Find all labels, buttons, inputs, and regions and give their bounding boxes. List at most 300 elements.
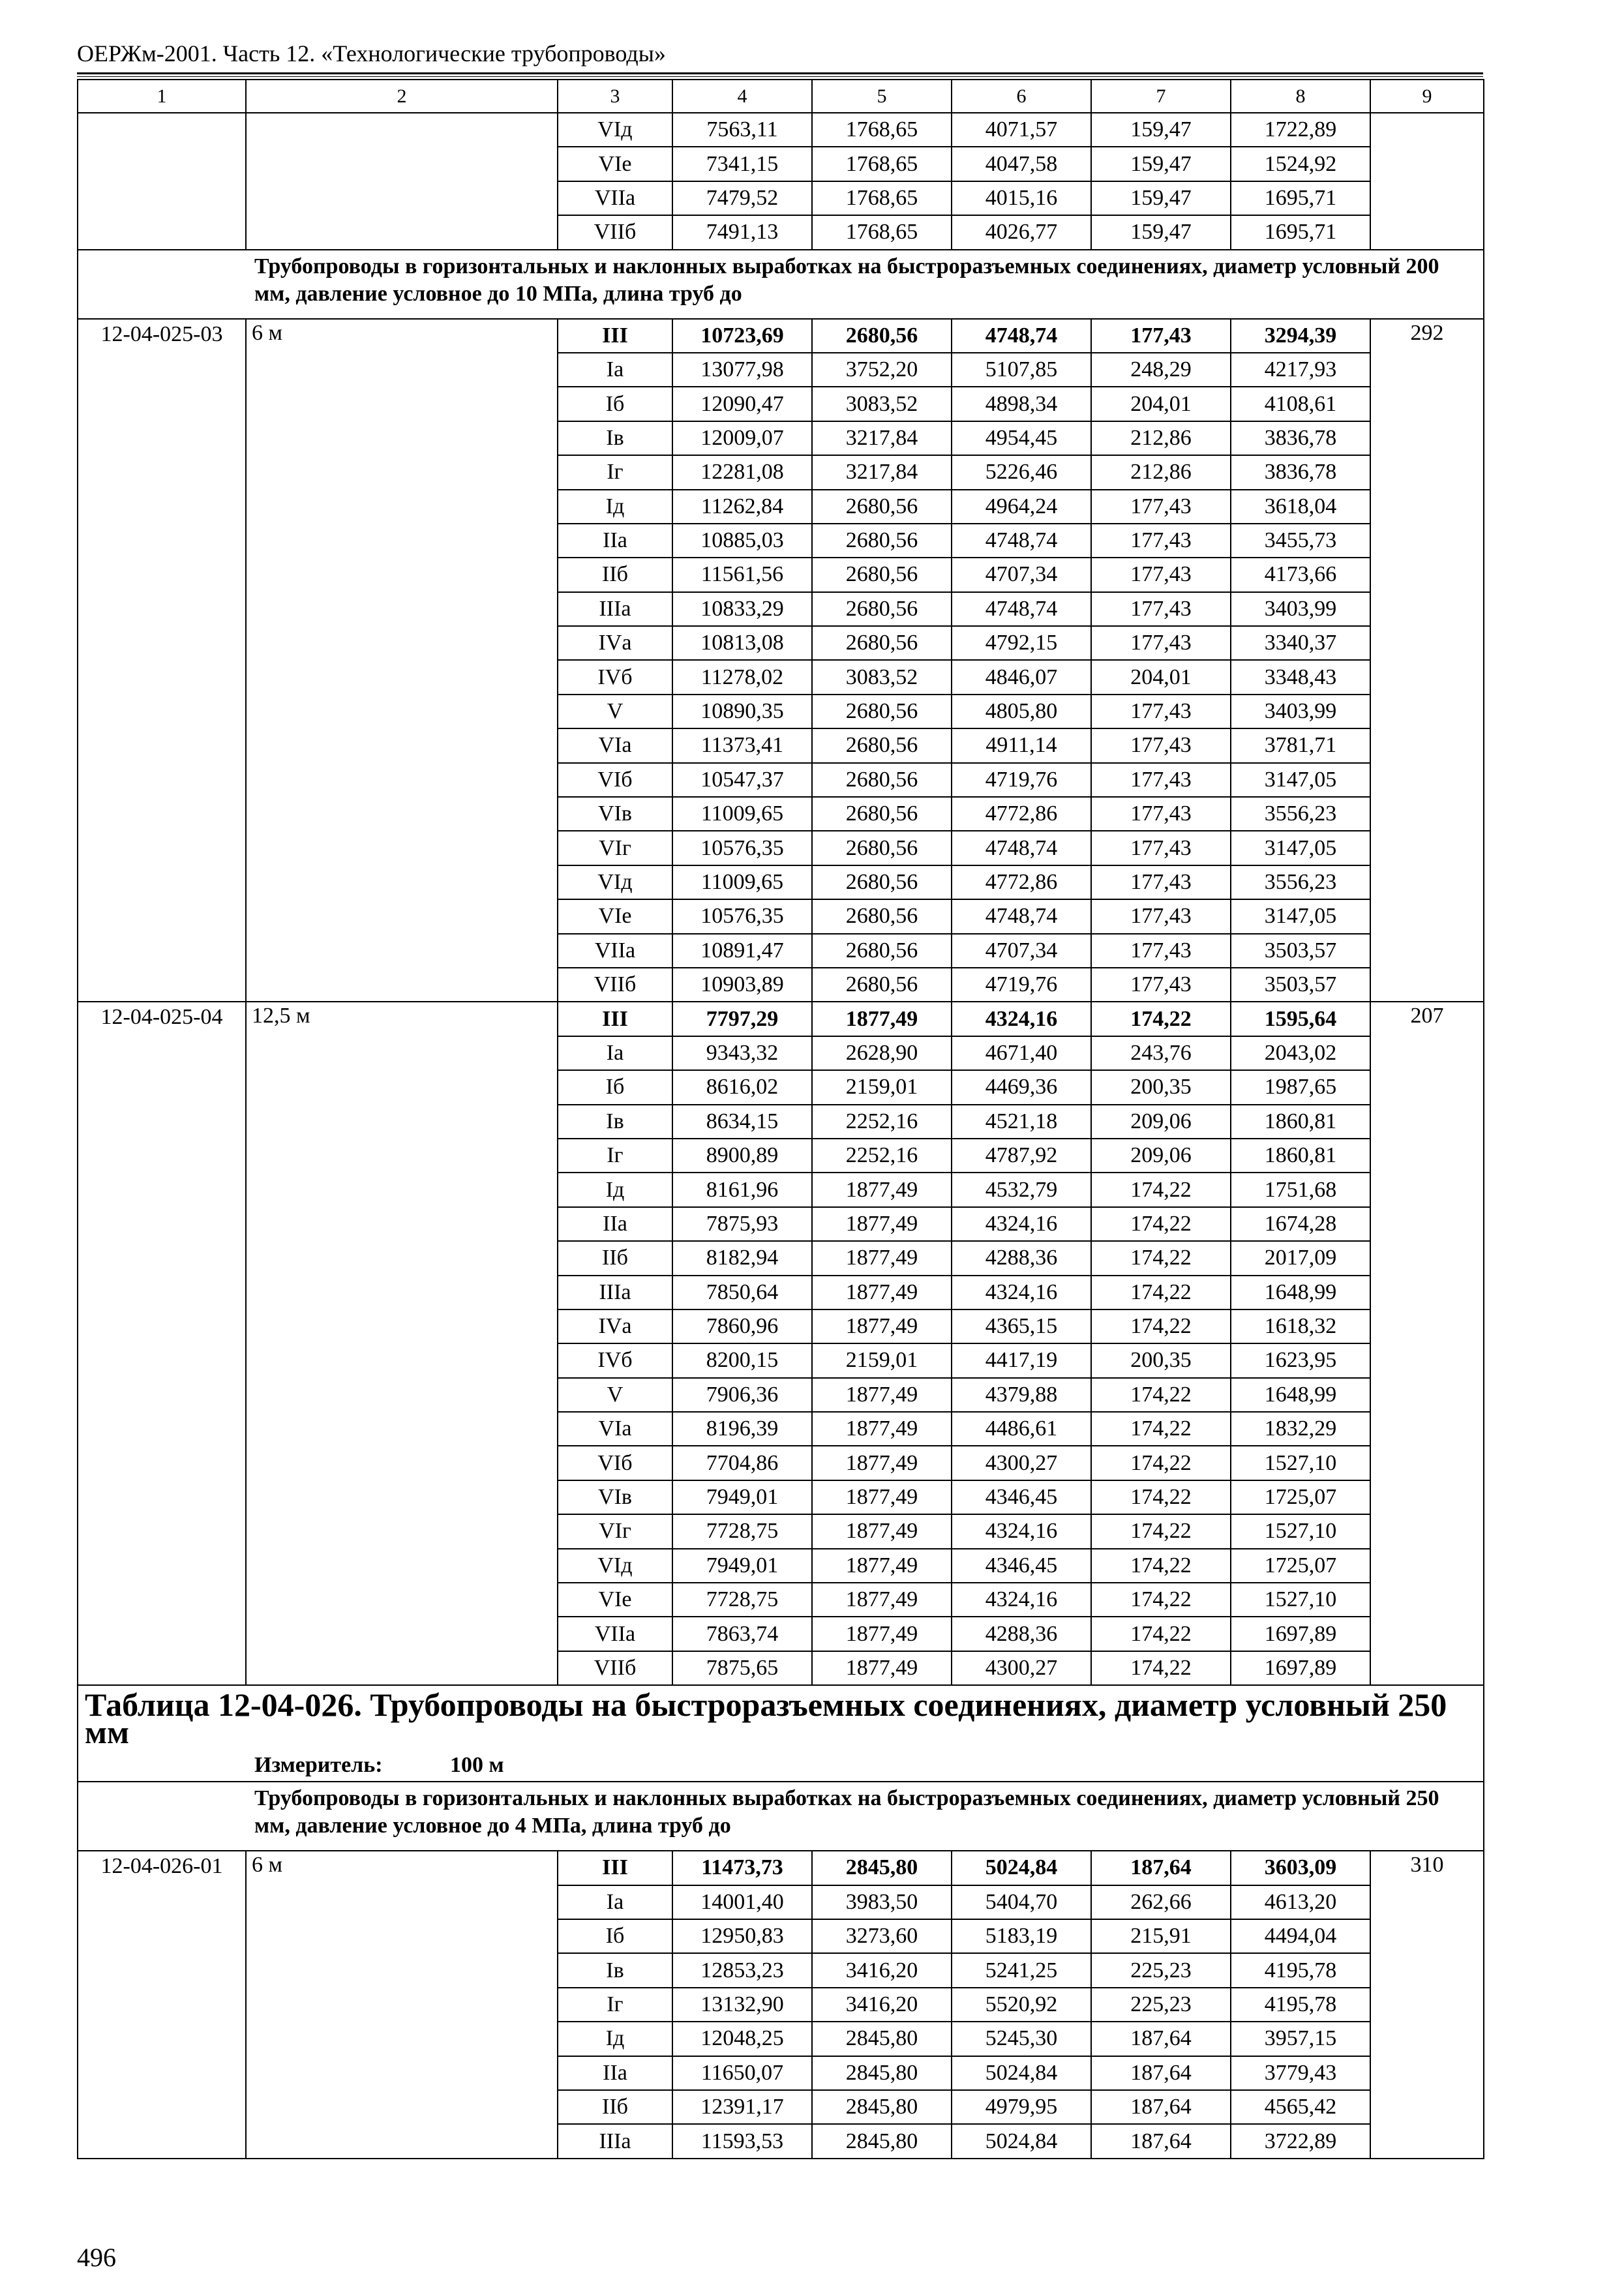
category-cell: VIIб — [558, 968, 672, 1002]
category-cell: VIг — [558, 831, 672, 865]
category-cell: Iв — [558, 1953, 672, 1987]
category-cell: VIб — [558, 763, 672, 797]
category-cell: VIа — [558, 1412, 672, 1446]
rate-code: 12-04-025-04 — [78, 1002, 246, 1685]
category-cell: VIд — [558, 113, 672, 147]
category-cell: IIб — [558, 1241, 672, 1275]
value-col7: 187,64 — [1091, 2124, 1231, 2158]
category-cell: IVа — [558, 626, 672, 660]
column-number: 1 — [78, 80, 246, 113]
value-col4: 10890,35 — [672, 695, 812, 728]
value-col7: 177,43 — [1091, 524, 1231, 558]
category-cell: Iд — [558, 1173, 672, 1206]
category-cell: IIа — [558, 524, 672, 558]
value-col6: 4532,79 — [952, 1173, 1091, 1206]
value-col5: 2680,56 — [812, 899, 952, 933]
value-col7: 177,43 — [1091, 319, 1231, 353]
value-col7: 177,43 — [1091, 592, 1231, 626]
value-col8: 1623,95 — [1231, 1343, 1370, 1377]
value-col6: 4015,16 — [952, 181, 1091, 215]
category-cell: Iг — [558, 1988, 672, 2022]
value-col4: 8196,39 — [672, 1412, 812, 1446]
value-col5: 1877,49 — [812, 1617, 952, 1651]
column-number: 8 — [1231, 80, 1370, 113]
value-col6: 4748,74 — [952, 831, 1091, 865]
category-cell: VIд — [558, 1549, 672, 1583]
column-number: 9 — [1370, 80, 1484, 113]
value-col8: 4173,66 — [1231, 558, 1370, 591]
column-number-row — [78, 80, 1484, 113]
value-col7: 159,47 — [1091, 181, 1231, 215]
category-cell: Iв — [558, 421, 672, 455]
value-col8: 3781,71 — [1231, 728, 1370, 762]
value-col4: 11009,65 — [672, 797, 812, 831]
value-col5: 2680,56 — [812, 934, 952, 968]
value-col4: 11473,73 — [672, 1851, 812, 1885]
value-col4: 14001,40 — [672, 1885, 812, 1919]
value-col6: 4417,19 — [952, 1343, 1091, 1377]
value-col5: 2159,01 — [812, 1070, 952, 1104]
value-col6: 4772,86 — [952, 865, 1091, 899]
value-col8: 1751,68 — [1231, 1173, 1370, 1206]
value-col5: 2845,80 — [812, 2056, 952, 2090]
col9-value: 310 — [1370, 1851, 1484, 2159]
value-col6: 4346,45 — [952, 1549, 1091, 1583]
value-col4: 8900,89 — [672, 1139, 812, 1173]
value-col6: 4486,61 — [952, 1412, 1091, 1446]
value-col7: 200,35 — [1091, 1343, 1231, 1377]
value-col7: 187,64 — [1091, 1851, 1231, 1885]
value-col4: 12090,47 — [672, 387, 812, 421]
category-cell: VIб — [558, 1446, 672, 1480]
value-col8: 1527,10 — [1231, 1583, 1370, 1617]
value-col5: 2680,56 — [812, 763, 952, 797]
value-col8: 3294,39 — [1231, 319, 1370, 353]
value-col8: 3403,99 — [1231, 592, 1370, 626]
value-col8: 3455,73 — [1231, 524, 1370, 558]
value-col8: 4565,42 — [1231, 2090, 1370, 2124]
value-col7: 177,43 — [1091, 797, 1231, 831]
category-cell: III — [558, 319, 672, 353]
value-col5: 3752,20 — [812, 353, 952, 387]
category-cell: VIе — [558, 147, 672, 181]
value-col7: 159,47 — [1091, 147, 1231, 181]
header-rule — [77, 72, 1483, 74]
value-col5: 3273,60 — [812, 1919, 952, 1953]
value-col5: 2680,56 — [812, 524, 952, 558]
value-col6: 4288,36 — [952, 1617, 1091, 1651]
value-col6: 5226,46 — [952, 455, 1091, 489]
value-col4: 10833,29 — [672, 592, 812, 626]
column-number: 5 — [812, 80, 952, 113]
value-col8: 4195,78 — [1231, 1988, 1370, 2022]
value-col8: 3779,43 — [1231, 2056, 1370, 2090]
value-col6: 4748,74 — [952, 524, 1091, 558]
value-col7: 225,23 — [1091, 1988, 1231, 2022]
value-col7: 174,22 — [1091, 1276, 1231, 1309]
value-col7: 177,43 — [1091, 934, 1231, 968]
value-col5: 1877,49 — [812, 1276, 952, 1309]
value-col5: 1877,49 — [812, 1002, 952, 1036]
value-col7: 177,43 — [1091, 728, 1231, 762]
value-col6: 4772,86 — [952, 797, 1091, 831]
table-title-row — [78, 1685, 1484, 1782]
value-col6: 4346,45 — [952, 1480, 1091, 1514]
value-col7: 174,22 — [1091, 1514, 1231, 1548]
value-col6: 4964,24 — [952, 490, 1091, 524]
value-col8: 3503,57 — [1231, 968, 1370, 1002]
rates-table — [77, 79, 1484, 2159]
category-cell: VIIб — [558, 1651, 672, 1685]
category-cell: VIIа — [558, 934, 672, 968]
value-col8: 1722,89 — [1231, 113, 1370, 147]
category-cell: Iа — [558, 1885, 672, 1919]
value-col6: 4898,34 — [952, 387, 1091, 421]
value-col7: 177,43 — [1091, 763, 1231, 797]
value-col4: 7949,01 — [672, 1480, 812, 1514]
value-col8: 1648,99 — [1231, 1276, 1370, 1309]
value-col6: 4365,15 — [952, 1309, 1091, 1343]
section-heading: Трубопроводы в горизонтальных и наклонных выработках на быстроразъемных соединениях, диаметр условный 200 мм, давление условное до 10 МПа, длина труб до — [78, 250, 1484, 319]
page-number: 496 — [77, 2243, 116, 2272]
value-col4: 12048,25 — [672, 2022, 812, 2056]
value-col4: 10891,47 — [672, 934, 812, 968]
value-col6: 4707,34 — [952, 558, 1091, 591]
value-col5: 1877,49 — [812, 1583, 952, 1617]
value-col4: 7906,36 — [672, 1378, 812, 1412]
category-cell: IVб — [558, 1343, 672, 1377]
value-col4: 7704,86 — [672, 1446, 812, 1480]
value-col8: 1697,89 — [1231, 1617, 1370, 1651]
value-col6: 4324,16 — [952, 1276, 1091, 1309]
value-col6: 4787,92 — [952, 1139, 1091, 1173]
value-col5: 2845,80 — [812, 1851, 952, 1885]
category-cell: V — [558, 695, 672, 728]
value-col7: 177,43 — [1091, 831, 1231, 865]
value-col8: 3147,05 — [1231, 763, 1370, 797]
rate-code: 12-04-026-01 — [78, 1851, 246, 2159]
table-title-cell — [78, 1685, 1484, 1782]
value-col5: 3083,52 — [812, 387, 952, 421]
column-number: 2 — [246, 80, 558, 113]
value-col8: 1832,29 — [1231, 1412, 1370, 1446]
value-col6: 4379,88 — [952, 1378, 1091, 1412]
value-col6: 4792,15 — [952, 626, 1091, 660]
value-col7: 209,06 — [1091, 1105, 1231, 1139]
value-col6: 4979,95 — [952, 2090, 1091, 2124]
value-col4: 7491,13 — [672, 215, 812, 249]
value-col4: 10547,37 — [672, 763, 812, 797]
category-cell: VIIб — [558, 215, 672, 249]
category-cell: IIIа — [558, 1276, 672, 1309]
category-cell: Iб — [558, 387, 672, 421]
value-col7: 177,43 — [1091, 968, 1231, 1002]
value-col4: 8634,15 — [672, 1105, 812, 1139]
pipe-length: 6 м — [246, 1851, 558, 2159]
value-col7: 262,66 — [1091, 1885, 1231, 1919]
value-col7: 174,22 — [1091, 1583, 1231, 1617]
value-col4: 13132,90 — [672, 1988, 812, 2022]
value-col5: 1877,49 — [812, 1549, 952, 1583]
value-col7: 174,22 — [1091, 1446, 1231, 1480]
value-col8: 3722,89 — [1231, 2124, 1370, 2158]
value-col4: 10723,69 — [672, 319, 812, 353]
value-col6: 5024,84 — [952, 1851, 1091, 1885]
value-col6: 4300,27 — [952, 1446, 1091, 1480]
category-cell: VIд — [558, 865, 672, 899]
value-col8: 4195,78 — [1231, 1953, 1370, 1987]
value-col8: 1695,71 — [1231, 181, 1370, 215]
value-col6: 5520,92 — [952, 1988, 1091, 2022]
value-col5: 2845,80 — [812, 2022, 952, 2056]
value-col4: 11593,53 — [672, 2124, 812, 2158]
value-col4: 7728,75 — [672, 1514, 812, 1548]
value-col4: 11278,02 — [672, 660, 812, 694]
value-col4: 12950,83 — [672, 1919, 812, 1953]
value-col8: 1697,89 — [1231, 1651, 1370, 1685]
category-cell: Iа — [558, 1036, 672, 1070]
value-col4: 9343,32 — [672, 1036, 812, 1070]
value-col6: 5245,30 — [952, 2022, 1091, 2056]
value-col6: 4748,74 — [952, 899, 1091, 933]
value-col7: 187,64 — [1091, 2056, 1231, 2090]
value-col4: 7860,96 — [672, 1309, 812, 1343]
value-col4: 8616,02 — [672, 1070, 812, 1104]
value-col4: 7863,74 — [672, 1617, 812, 1651]
measure-label: Измеритель: — [254, 1753, 383, 1778]
value-col8: 3147,05 — [1231, 899, 1370, 933]
value-col4: 7563,11 — [672, 113, 812, 147]
value-col5: 2680,56 — [812, 490, 952, 524]
column-number: 4 — [672, 80, 812, 113]
value-col5: 2845,80 — [812, 2090, 952, 2124]
value-col5: 3983,50 — [812, 1885, 952, 1919]
category-cell: VIIа — [558, 181, 672, 215]
value-col5: 1877,49 — [812, 1309, 952, 1343]
value-col6: 4846,07 — [952, 660, 1091, 694]
value-col7: 174,22 — [1091, 1173, 1231, 1206]
value-col8: 2017,09 — [1231, 1241, 1370, 1275]
value-col5: 1877,49 — [812, 1480, 952, 1514]
value-col8: 1725,07 — [1231, 1480, 1370, 1514]
value-col5: 3217,84 — [812, 421, 952, 455]
value-col8: 1524,92 — [1231, 147, 1370, 181]
value-col6: 4300,27 — [952, 1651, 1091, 1685]
value-col6: 4324,16 — [952, 1207, 1091, 1241]
value-col8: 1695,71 — [1231, 215, 1370, 249]
value-col4: 13077,98 — [672, 353, 812, 387]
value-col4: 8161,96 — [672, 1173, 812, 1206]
col9-empty — [1370, 113, 1484, 250]
value-col5: 1877,49 — [812, 1207, 952, 1241]
value-col7: 174,22 — [1091, 1207, 1231, 1241]
column-number: 6 — [952, 80, 1091, 113]
value-col7: 204,01 — [1091, 660, 1231, 694]
value-col8: 3403,99 — [1231, 695, 1370, 728]
value-col5: 1877,49 — [812, 1651, 952, 1685]
value-col6: 4707,34 — [952, 934, 1091, 968]
value-col6: 4805,80 — [952, 695, 1091, 728]
value-col8: 1648,99 — [1231, 1378, 1370, 1412]
section-heading-row — [78, 250, 1484, 319]
value-col8: 2043,02 — [1231, 1036, 1370, 1070]
category-cell: Iд — [558, 490, 672, 524]
category-cell: VIа — [558, 728, 672, 762]
value-col6: 4719,76 — [952, 763, 1091, 797]
value-col5: 2680,56 — [812, 968, 952, 1002]
value-col8: 3957,15 — [1231, 2022, 1370, 2056]
value-col6: 4026,77 — [952, 215, 1091, 249]
value-col5: 1877,49 — [812, 1514, 952, 1548]
pipe-length-empty — [246, 113, 558, 250]
value-col7: 174,22 — [1091, 1651, 1231, 1685]
value-col4: 7875,65 — [672, 1651, 812, 1685]
value-col5: 2680,56 — [812, 558, 952, 591]
value-col4: 10903,89 — [672, 968, 812, 1002]
value-col7: 174,22 — [1091, 1309, 1231, 1343]
value-col5: 2680,56 — [812, 592, 952, 626]
value-col7: 200,35 — [1091, 1070, 1231, 1104]
value-col4: 11262,84 — [672, 490, 812, 524]
value-col5: 1877,49 — [812, 1241, 952, 1275]
value-col8: 3556,23 — [1231, 865, 1370, 899]
value-col5: 3083,52 — [812, 660, 952, 694]
value-col5: 3416,20 — [812, 1953, 952, 1987]
value-col4: 12853,23 — [672, 1953, 812, 1987]
value-col6: 4324,16 — [952, 1002, 1091, 1036]
value-col5: 2680,56 — [812, 865, 952, 899]
value-col5: 2680,56 — [812, 728, 952, 762]
value-col7: 187,64 — [1091, 2022, 1231, 2056]
value-col7: 177,43 — [1091, 899, 1231, 933]
table-row — [78, 1851, 1484, 1885]
value-col5: 2252,16 — [812, 1105, 952, 1139]
category-cell: VIе — [558, 1583, 672, 1617]
category-cell: Iд — [558, 2022, 672, 2056]
value-col5: 2680,56 — [812, 695, 952, 728]
category-cell: IIб — [558, 558, 672, 591]
category-cell: VIг — [558, 1514, 672, 1548]
value-col5: 3416,20 — [812, 1988, 952, 2022]
value-col8: 1527,10 — [1231, 1514, 1370, 1548]
value-col5: 3217,84 — [812, 455, 952, 489]
value-col8: 3603,09 — [1231, 1851, 1370, 1885]
category-cell: Iг — [558, 455, 672, 489]
category-cell: III — [558, 1851, 672, 1885]
value-col4: 7949,01 — [672, 1549, 812, 1583]
value-col6: 4071,57 — [952, 113, 1091, 147]
category-cell: IIб — [558, 2090, 672, 2124]
value-col7: 174,22 — [1091, 1617, 1231, 1651]
value-col5: 1877,49 — [812, 1446, 952, 1480]
value-col8: 1725,07 — [1231, 1549, 1370, 1583]
value-col8: 3340,37 — [1231, 626, 1370, 660]
rate-code: 12-04-025-03 — [78, 319, 246, 1002]
value-col5: 1877,49 — [812, 1378, 952, 1412]
value-col8: 1987,65 — [1231, 1070, 1370, 1104]
column-number: 7 — [1091, 80, 1231, 113]
value-col5: 2628,90 — [812, 1036, 952, 1070]
value-col5: 1768,65 — [812, 147, 952, 181]
value-col4: 10885,03 — [672, 524, 812, 558]
table-row — [78, 319, 1484, 353]
pipe-length: 6 м — [246, 319, 558, 1002]
measure-value: 100 м — [450, 1753, 504, 1778]
section-heading-row — [78, 1782, 1484, 1851]
value-col6: 4324,16 — [952, 1583, 1091, 1617]
value-col6: 5024,84 — [952, 2056, 1091, 2090]
category-cell: IVа — [558, 1309, 672, 1343]
value-col7: 187,64 — [1091, 2090, 1231, 2124]
value-col4: 8200,15 — [672, 1343, 812, 1377]
value-col4: 10576,35 — [672, 831, 812, 865]
value-col6: 5183,19 — [952, 1919, 1091, 1953]
value-col4: 12391,17 — [672, 2090, 812, 2124]
running-header: ОЕРЖм-2001. Часть 12. «Технологические трубопроводы» — [77, 40, 666, 67]
value-col4: 12281,08 — [672, 455, 812, 489]
value-col8: 4217,93 — [1231, 353, 1370, 387]
value-col5: 2680,56 — [812, 831, 952, 865]
value-col8: 3618,04 — [1231, 490, 1370, 524]
value-col5: 1877,49 — [812, 1173, 952, 1206]
table-row — [78, 113, 1484, 147]
section-heading: Трубопроводы в горизонтальных и наклонных выработках на быстроразъемных соединениях, диаметр условный 250 мм, давление условное до 4 МПа, длина труб до — [78, 1782, 1484, 1851]
value-col8: 1527,10 — [1231, 1446, 1370, 1480]
category-cell: Iв — [558, 1105, 672, 1139]
value-col7: 159,47 — [1091, 215, 1231, 249]
value-col6: 4748,74 — [952, 319, 1091, 353]
value-col4: 7479,52 — [672, 181, 812, 215]
value-col4: 7850,64 — [672, 1276, 812, 1309]
category-cell: VIIа — [558, 1617, 672, 1651]
value-col4: 7875,93 — [672, 1207, 812, 1241]
value-col4: 7341,15 — [672, 147, 812, 181]
value-col6: 4047,58 — [952, 147, 1091, 181]
value-col7: 243,76 — [1091, 1036, 1231, 1070]
value-col7: 248,29 — [1091, 353, 1231, 387]
category-cell: VIв — [558, 797, 672, 831]
value-col5: 1877,49 — [812, 1412, 952, 1446]
value-col8: 1595,64 — [1231, 1002, 1370, 1036]
category-cell: VIв — [558, 1480, 672, 1514]
value-col4: 8182,94 — [672, 1241, 812, 1275]
table-row — [78, 1002, 1484, 1036]
value-col8: 1860,81 — [1231, 1139, 1370, 1173]
value-col8: 4108,61 — [1231, 387, 1370, 421]
value-col8: 3348,43 — [1231, 660, 1370, 694]
value-col7: 177,43 — [1091, 626, 1231, 660]
value-col4: 7797,29 — [672, 1002, 812, 1036]
value-col4: 7728,75 — [672, 1583, 812, 1617]
value-col7: 204,01 — [1091, 387, 1231, 421]
value-col5: 2680,56 — [812, 626, 952, 660]
value-col5: 2159,01 — [812, 1343, 952, 1377]
value-col7: 177,43 — [1091, 865, 1231, 899]
value-col6: 4954,45 — [952, 421, 1091, 455]
rate-code-empty — [78, 113, 246, 250]
value-col5: 1768,65 — [812, 113, 952, 147]
table-title: Таблица 12-04-026. Трубопроводы на быстроразъемных соединениях, диаметр условный 250 мм — [85, 1686, 1447, 1751]
value-col6: 5241,25 — [952, 1953, 1091, 1987]
value-col6: 4671,40 — [952, 1036, 1091, 1070]
value-col5: 1768,65 — [812, 181, 952, 215]
value-col5: 2845,80 — [812, 2124, 952, 2158]
column-number: 3 — [558, 80, 672, 113]
value-col7: 174,22 — [1091, 1480, 1231, 1514]
value-col7: 212,86 — [1091, 455, 1231, 489]
value-col8: 3836,78 — [1231, 455, 1370, 489]
category-cell: Iб — [558, 1919, 672, 1953]
